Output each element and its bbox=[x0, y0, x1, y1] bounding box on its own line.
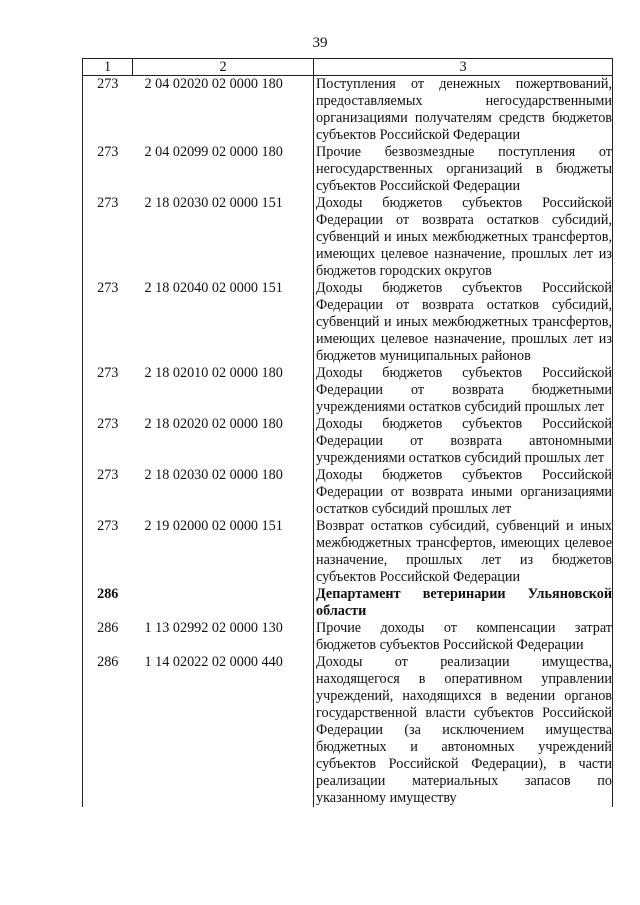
budget-code-cell: 2 04 02020 02 0000 180 bbox=[144, 76, 283, 92]
column-header-1: 1 bbox=[83, 59, 133, 76]
table-row bbox=[83, 365, 613, 416]
revenue-description-cell bbox=[314, 467, 613, 518]
table-row bbox=[83, 518, 613, 586]
admin-code-cell: 273 bbox=[83, 144, 133, 195]
revenue-description-cell bbox=[314, 654, 613, 807]
revenue-description-text: Департамент ветеринарии Ульяновской области bbox=[316, 586, 612, 619]
table-row bbox=[83, 620, 613, 654]
budget-code-cell: 2 19 02000 02 0000 151 bbox=[144, 518, 283, 534]
revenue-description-cell bbox=[314, 144, 613, 195]
table-row bbox=[83, 76, 613, 145]
admin-code-cell: 273 bbox=[83, 467, 133, 518]
revenue-description-text: Доходы бюджетов субъектов Российской Федерации от возврата бюджетными учреждениями остатков субсидий прошлых лет bbox=[316, 365, 612, 415]
column-header-2: 2 bbox=[133, 59, 314, 76]
revenue-description-text: Доходы бюджетов субъектов Российской Федерации от возврата автономными учреждениями остатков субсидий прошлых лет bbox=[316, 416, 612, 466]
admin-code-cell: 286 bbox=[83, 620, 133, 654]
budget-code-cell: 1 14 02022 02 0000 440 bbox=[144, 654, 283, 670]
table-row bbox=[83, 144, 613, 195]
admin-code-cell: 273 bbox=[83, 195, 133, 280]
revenue-description-text: Доходы бюджетов субъектов Российской Федерации от возврата иными организациями остатков субсидий прошлых лет bbox=[316, 467, 612, 517]
table-row bbox=[83, 467, 613, 518]
budget-code-cell: 2 18 02040 02 0000 151 bbox=[144, 280, 283, 296]
budget-classification-table bbox=[82, 58, 613, 807]
column-header-3: 3 bbox=[314, 59, 613, 76]
table-row bbox=[83, 654, 613, 807]
admin-code-cell: 273 bbox=[83, 416, 133, 467]
revenue-description-text: Поступления от денежных пожертвований, предоставляемых негосударственными организациями получателям средств бюджетов субъектов Российской Федерации bbox=[316, 76, 612, 143]
budget-code-cell: 1 13 02992 02 0000 130 bbox=[144, 620, 283, 636]
budget-code-cell: 2 18 02030 02 0000 151 bbox=[144, 195, 283, 211]
table-row bbox=[83, 280, 613, 365]
budget-code-cell: 2 18 02010 02 0000 180 bbox=[144, 365, 283, 381]
admin-code-cell: 273 bbox=[83, 365, 133, 416]
revenue-description-cell bbox=[314, 76, 613, 145]
admin-code-cell: 286 bbox=[83, 586, 133, 620]
table-row bbox=[83, 416, 613, 467]
admin-code-cell: 273 bbox=[83, 518, 133, 586]
revenue-description-text: Возврат остатков субсидий, субвенций и иных межбюджетных трансфертов, имеющих целевое назначение, прошлых лет из бюджетов субъектов Российской Федерации bbox=[316, 518, 612, 585]
revenue-description-cell bbox=[314, 195, 613, 280]
budget-code-cell: 2 04 02099 02 0000 180 bbox=[144, 144, 283, 160]
table-header-row bbox=[83, 59, 613, 76]
revenue-description-text: Прочие безвозмездные поступления от негосударственных организаций в бюджеты субъектов Российской Федерации bbox=[316, 144, 612, 194]
budget-code-cell bbox=[133, 586, 314, 620]
revenue-description-cell bbox=[314, 586, 613, 620]
budget-code-cell: 2 18 02020 02 0000 180 bbox=[144, 416, 283, 432]
revenue-description-cell bbox=[314, 416, 613, 467]
revenue-description-text: Доходы бюджетов субъектов Российской Федерации от возврата остатков субсидий, субвенций и иных межбюджетных трансфертов, имеющих целевое назначение, прошлых лет из бюджетов муниципальных районов bbox=[316, 280, 612, 364]
table-body bbox=[83, 76, 613, 808]
admin-code-cell: 286 bbox=[83, 654, 133, 807]
admin-code-cell: 273 bbox=[83, 280, 133, 365]
budget-code-cell: 2 18 02030 02 0000 180 bbox=[144, 467, 283, 483]
revenue-description-text: Прочие доходы от компенсации затрат бюджетов субъектов Российской Федерации bbox=[316, 620, 612, 653]
table-row bbox=[83, 195, 613, 280]
revenue-description-cell bbox=[314, 620, 613, 654]
revenue-description-text: Доходы от реализации имущества, находящегося в оперативном управлении учреждений, находящихся в ведении органов государственной власти субъектов Российской Федерации (за исключением имущества бюджетных и автономных учреждений субъектов Российской Федерации), в части реализации материальных запасов по указанному имуществу bbox=[316, 654, 612, 806]
revenue-description-cell bbox=[314, 518, 613, 586]
table-row bbox=[83, 586, 613, 620]
page-number: 39 bbox=[312, 35, 328, 51]
revenue-description-cell bbox=[314, 365, 613, 416]
admin-code-cell: 273 bbox=[83, 76, 133, 145]
revenue-description-text: Доходы бюджетов субъектов Российской Федерации от возврата остатков субсидий, субвенций и иных межбюджетных трансфертов, имеющих целевое назначение, прошлых лет из бюджетов городских округов bbox=[316, 195, 612, 279]
revenue-description-cell bbox=[314, 280, 613, 365]
